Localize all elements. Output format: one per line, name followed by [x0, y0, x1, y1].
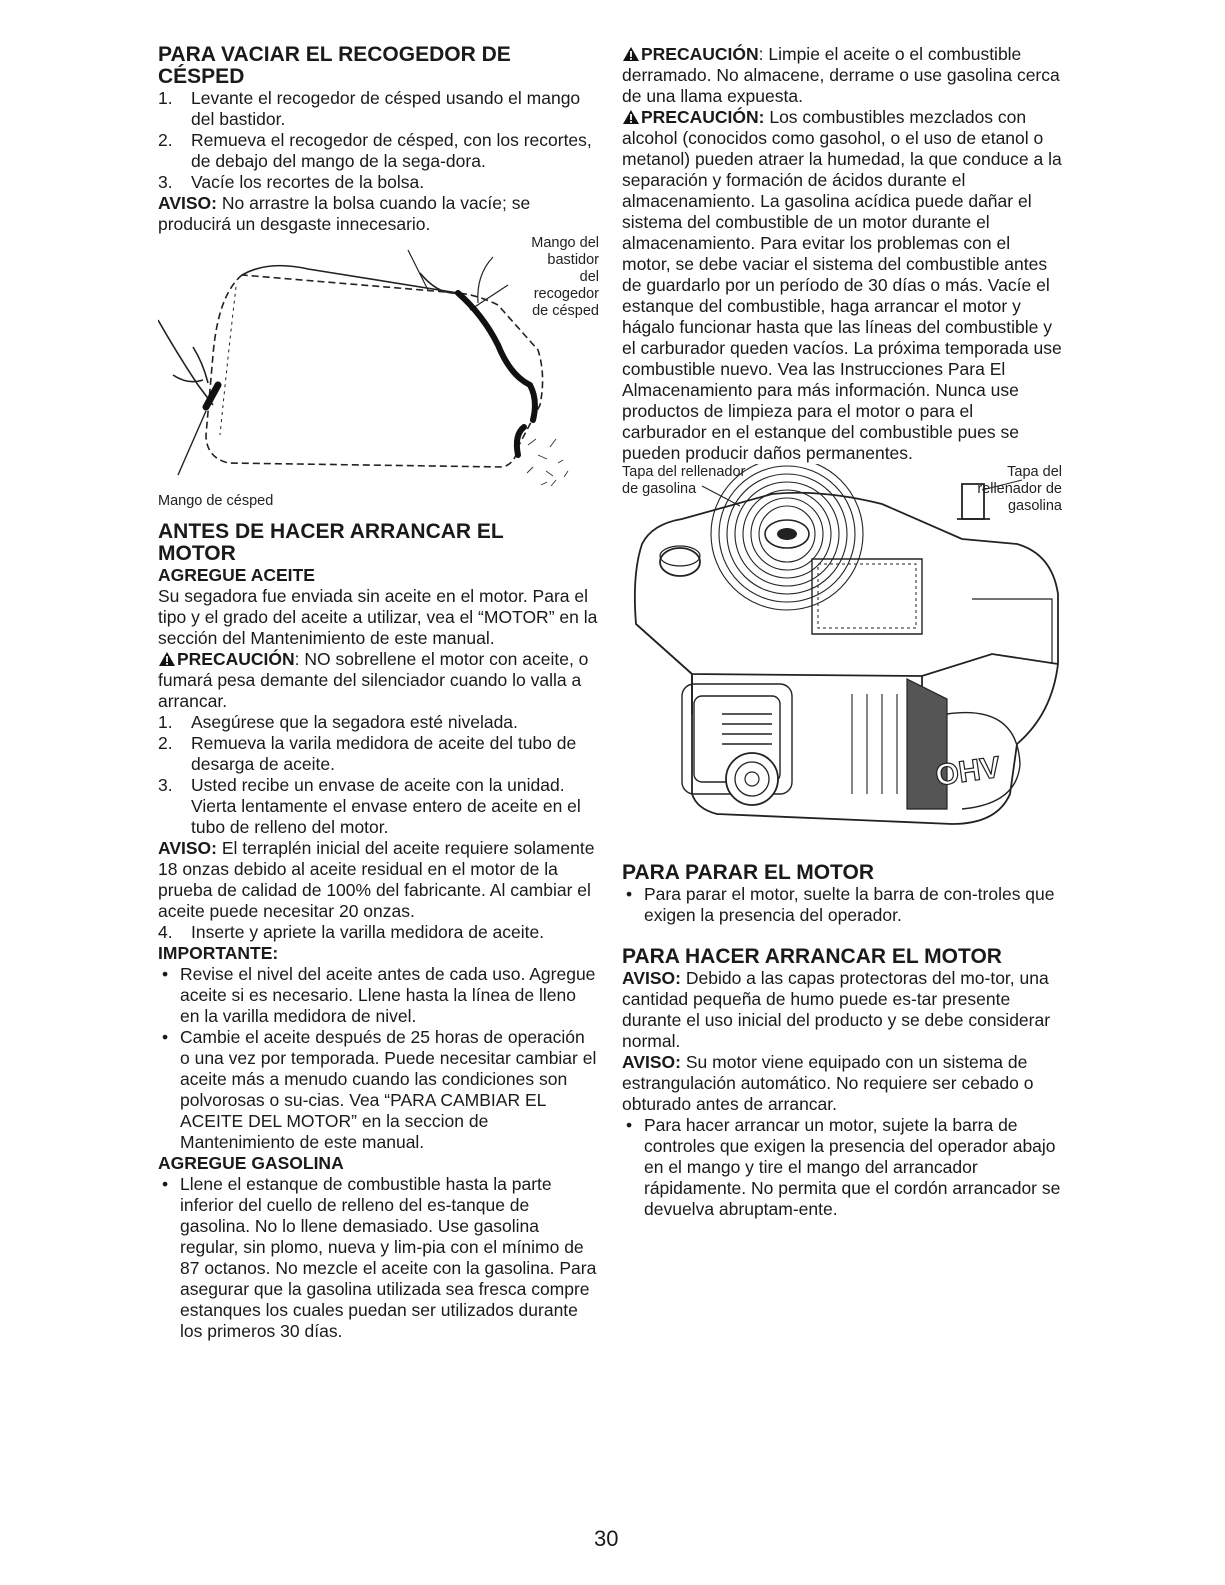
heading-line-2: MOTOR — [158, 542, 236, 565]
step-text: Remueva el recogedor de césped, con los recortes, de debajo del mango de la sega-dora. — [191, 130, 592, 171]
list-item — [158, 172, 598, 193]
empty-bag-steps — [158, 88, 598, 193]
caution-alcohol-fuel-paragraph — [622, 107, 1062, 464]
aviso-smoke-paragraph — [622, 968, 1062, 1052]
step-number: 4. — [158, 922, 173, 942]
heading-line-1: ANTES DE HACER ARRANCAR EL — [158, 520, 504, 543]
caution-overfill-paragraph — [158, 649, 598, 712]
importante-label: IMPORTANTE: — [158, 943, 279, 963]
step-number: 1. — [158, 712, 173, 732]
step-number: 3. — [158, 172, 173, 192]
list-item — [158, 1174, 598, 1342]
aviso-label: AVISO: — [622, 968, 681, 988]
callout-grass-handle: Mango de césped — [158, 493, 274, 509]
section-heading-antes — [158, 521, 598, 565]
aviso-text: Su motor viene equipado con un sistema de estrangulación automático. No requiere ser cebado o obturado antes de arrancar. — [622, 1052, 1034, 1114]
step-number: 1. — [158, 88, 173, 108]
callout-line: Mango del — [531, 235, 599, 251]
bullet-dot-icon: • — [626, 884, 633, 904]
bullet-text: Para parar el motor, suelte la barra de con-troles que exigen la presencia del operador. — [644, 884, 1055, 925]
list-item — [622, 1115, 1062, 1220]
warning-triangle-icon — [622, 46, 640, 62]
caution-label: PRECAUCIÓN — [641, 44, 759, 64]
add-oil-step-4 — [158, 922, 598, 943]
callout-fuel-cap-right — [977, 464, 1062, 515]
list-item — [622, 884, 1062, 926]
step-text: Levante el recogedor de césped usando el mango del bastidor. — [191, 88, 581, 129]
grass-bag-illustration — [158, 235, 598, 513]
subheading-agregue-aceite: AGREGUE ACEITE — [158, 565, 315, 585]
subheading-agregue-gasolina: AGREGUE GASOLINA — [158, 1153, 344, 1173]
section-heading-arrancar: PARA HACER ARRANCAR EL MOTOR — [622, 945, 1002, 968]
aviso-text: No arrastre la bolsa cuando la vacíe; se producirá un desgaste innecesario. — [158, 193, 531, 234]
stop-engine-bullets — [622, 884, 1062, 926]
bullet-dot-icon: • — [162, 1027, 169, 1047]
warning-triangle-icon — [622, 109, 640, 125]
aviso-text: Debido a las capas protectoras del mo-tor, una cantidad pequeña de humo puede es-tar presente durante el uso inicial del producto y se debe considerar normal. — [622, 968, 1051, 1051]
aviso-choke-paragraph — [622, 1052, 1062, 1115]
step-text: Asegúrese que la segadora esté nivelada. — [191, 712, 518, 732]
callout-line: de césped — [532, 303, 599, 319]
step-text: Usted recibe un envase de aceite con la unidad. Vierta lentamente el envase entero de aceite en el tubo de relleno del motor. — [191, 775, 581, 837]
callout-line: de gasolina — [622, 481, 697, 497]
step-number: 3. — [158, 775, 173, 795]
caution-spill-paragraph — [622, 44, 1062, 107]
step-text: Inserte y apriete la varilla medidora de aceite. — [191, 922, 545, 942]
list-item — [158, 88, 598, 130]
list-item — [158, 1027, 598, 1153]
list-item — [158, 922, 598, 943]
caution-label: PRECAUCIÓN — [177, 649, 295, 669]
oil-intro-paragraph: Su segadora fue enviada sin aceite en el motor. Para el tipo y el grado del aceite a utilizar, vea el “MOTOR” en la sección del Mantenimiento de este manual. — [158, 586, 598, 648]
callout-line: recogedor — [533, 286, 599, 302]
aviso-bag-paragraph — [158, 193, 598, 235]
callout-line: Tapa del — [1007, 464, 1062, 480]
list-item — [158, 130, 598, 172]
bullet-dot-icon: • — [162, 1174, 169, 1194]
heading-line-1: PARA VACIAR EL RECOGEDOR DE — [158, 43, 511, 66]
list-item — [158, 775, 598, 838]
bullet-text: Para hacer arrancar un motor, sujete la barra de controles que exigen la presencia del operador abajo en el mango y tire el mango del arrancador rápidamente. No permita que el cordón arrancador se devuelva abruptam-ente. — [644, 1115, 1061, 1219]
bullet-text: Revise el nivel del aceite antes de cada uso. Agregue aceite si es necesario. Llene hasta la línea de lleno en la varilla medidora de nivel. — [180, 964, 596, 1026]
callout-line: del — [579, 269, 599, 285]
caution-text: Los combustibles mezclados con alcohol (conocidos como gasohol, o el uso de etanol o metanol) pueden atraer la humedad, la que conduce a la separación y formación de ácidos durante el almacenamiento. La gasolina acídica puede dañar el sistema del combustible de un motor durante el almacenamiento. Para evitar los problemas con el motor, se debe vaciar el sistema del combustible antes de guardarlo por un período de 30 días o más. Vacíe el estanque del combustible, haga arrancar el motor y hágalo funcionar hasta que las líneas del combustible y el carburador queden vacíos. La próxima temporada use combustible nuevo. Vea las Instrucciones Para El Almacenamiento para más información. Nunca use productos de limpieza para el motor o para el carburador en el estanque del combustible pues se pueden producir daños permanentes. — [622, 107, 1062, 463]
callout-line: Tapa del rellenador — [622, 464, 746, 480]
start-engine-bullets — [622, 1115, 1062, 1220]
add-oil-steps — [158, 712, 598, 838]
warning-triangle-icon — [158, 651, 176, 667]
oil-important-bullets — [158, 964, 598, 1153]
caution-label: PRECAUCIÓN: — [641, 107, 765, 127]
aviso-text: El terraplén inicial del aceite requiere solamente 18 onzas debido al aceite residual en el motor de la prueba de calidad de 100% del fabricante. Al cambiar el aceite puede necesitar 20 onzas. — [158, 838, 595, 921]
aviso-label: AVISO: — [158, 193, 217, 213]
heading-line-2: CÉSPED — [158, 65, 245, 88]
section-heading-parar: PARA PARAR EL MOTOR — [622, 861, 875, 884]
gasoline-bullets — [158, 1174, 598, 1342]
bullet-text: Llene el estanque de combustible hasta la parte inferior del cuello de relleno del es-tanque de gasolina. No lo llene demasiado. Use gasolina regular, sin plomo, nueva y lim-pia con el mínimo de 87 octanos. No mezcle el aceite con la gasolina. Para asegurar que la gasolina utilizada sea fresca compre estanques los cuales puedan ser utilizados durante los primeros 30 días. — [180, 1174, 597, 1341]
callout-fuel-cap-left — [622, 464, 745, 498]
aviso-label: AVISO: — [158, 838, 217, 858]
list-item — [158, 712, 598, 733]
left-column — [158, 44, 598, 1342]
list-item — [158, 733, 598, 775]
caution-text: : Limpie el aceite o el combustible derramado. No almacene, derrame o use gasolina cerca de una llama expuesta. — [622, 44, 1060, 106]
step-text: Remueva la varila medidora de aceite del tubo de desarga de aceite. — [191, 733, 577, 774]
callout-line: rellenador de — [977, 481, 1062, 497]
callout-line: gasolina — [1007, 498, 1062, 514]
section-heading-vaciar — [158, 44, 598, 88]
step-number: 2. — [158, 733, 173, 753]
list-item — [158, 964, 598, 1027]
step-text: Vacíe los recortes de la bolsa. — [191, 172, 425, 192]
ohv-badge: OHV — [933, 750, 1003, 793]
callout-line: bastidor — [547, 252, 599, 268]
page-number: 30 — [594, 1526, 619, 1551]
aviso-oil-paragraph — [158, 838, 598, 922]
step-number: 2. — [158, 130, 173, 150]
engine-drawing — [622, 464, 1062, 844]
callout-frame-handle — [511, 235, 599, 320]
engine-illustration — [622, 464, 1062, 844]
bullet-text: Cambie el aceite después de 25 horas de operación o una vez por temporada. Puede necesitar cambiar el aceite más a menudo cuando las condiciones son polvorosas o su-cias. Vea “PARA CAMBIAR EL ACEITE DEL MOTOR” en la seccion de Mantenimiento de este manual. — [180, 1027, 597, 1152]
caution-text: : NO sobrellene el motor con aceite, o fumará pesa demante del silenciador cuando lo valla a arrancar. — [158, 649, 589, 711]
right-column — [622, 44, 1062, 1220]
aviso-label: AVISO: — [622, 1052, 681, 1072]
bullet-dot-icon: • — [162, 964, 169, 984]
bullet-dot-icon: • — [626, 1115, 633, 1135]
